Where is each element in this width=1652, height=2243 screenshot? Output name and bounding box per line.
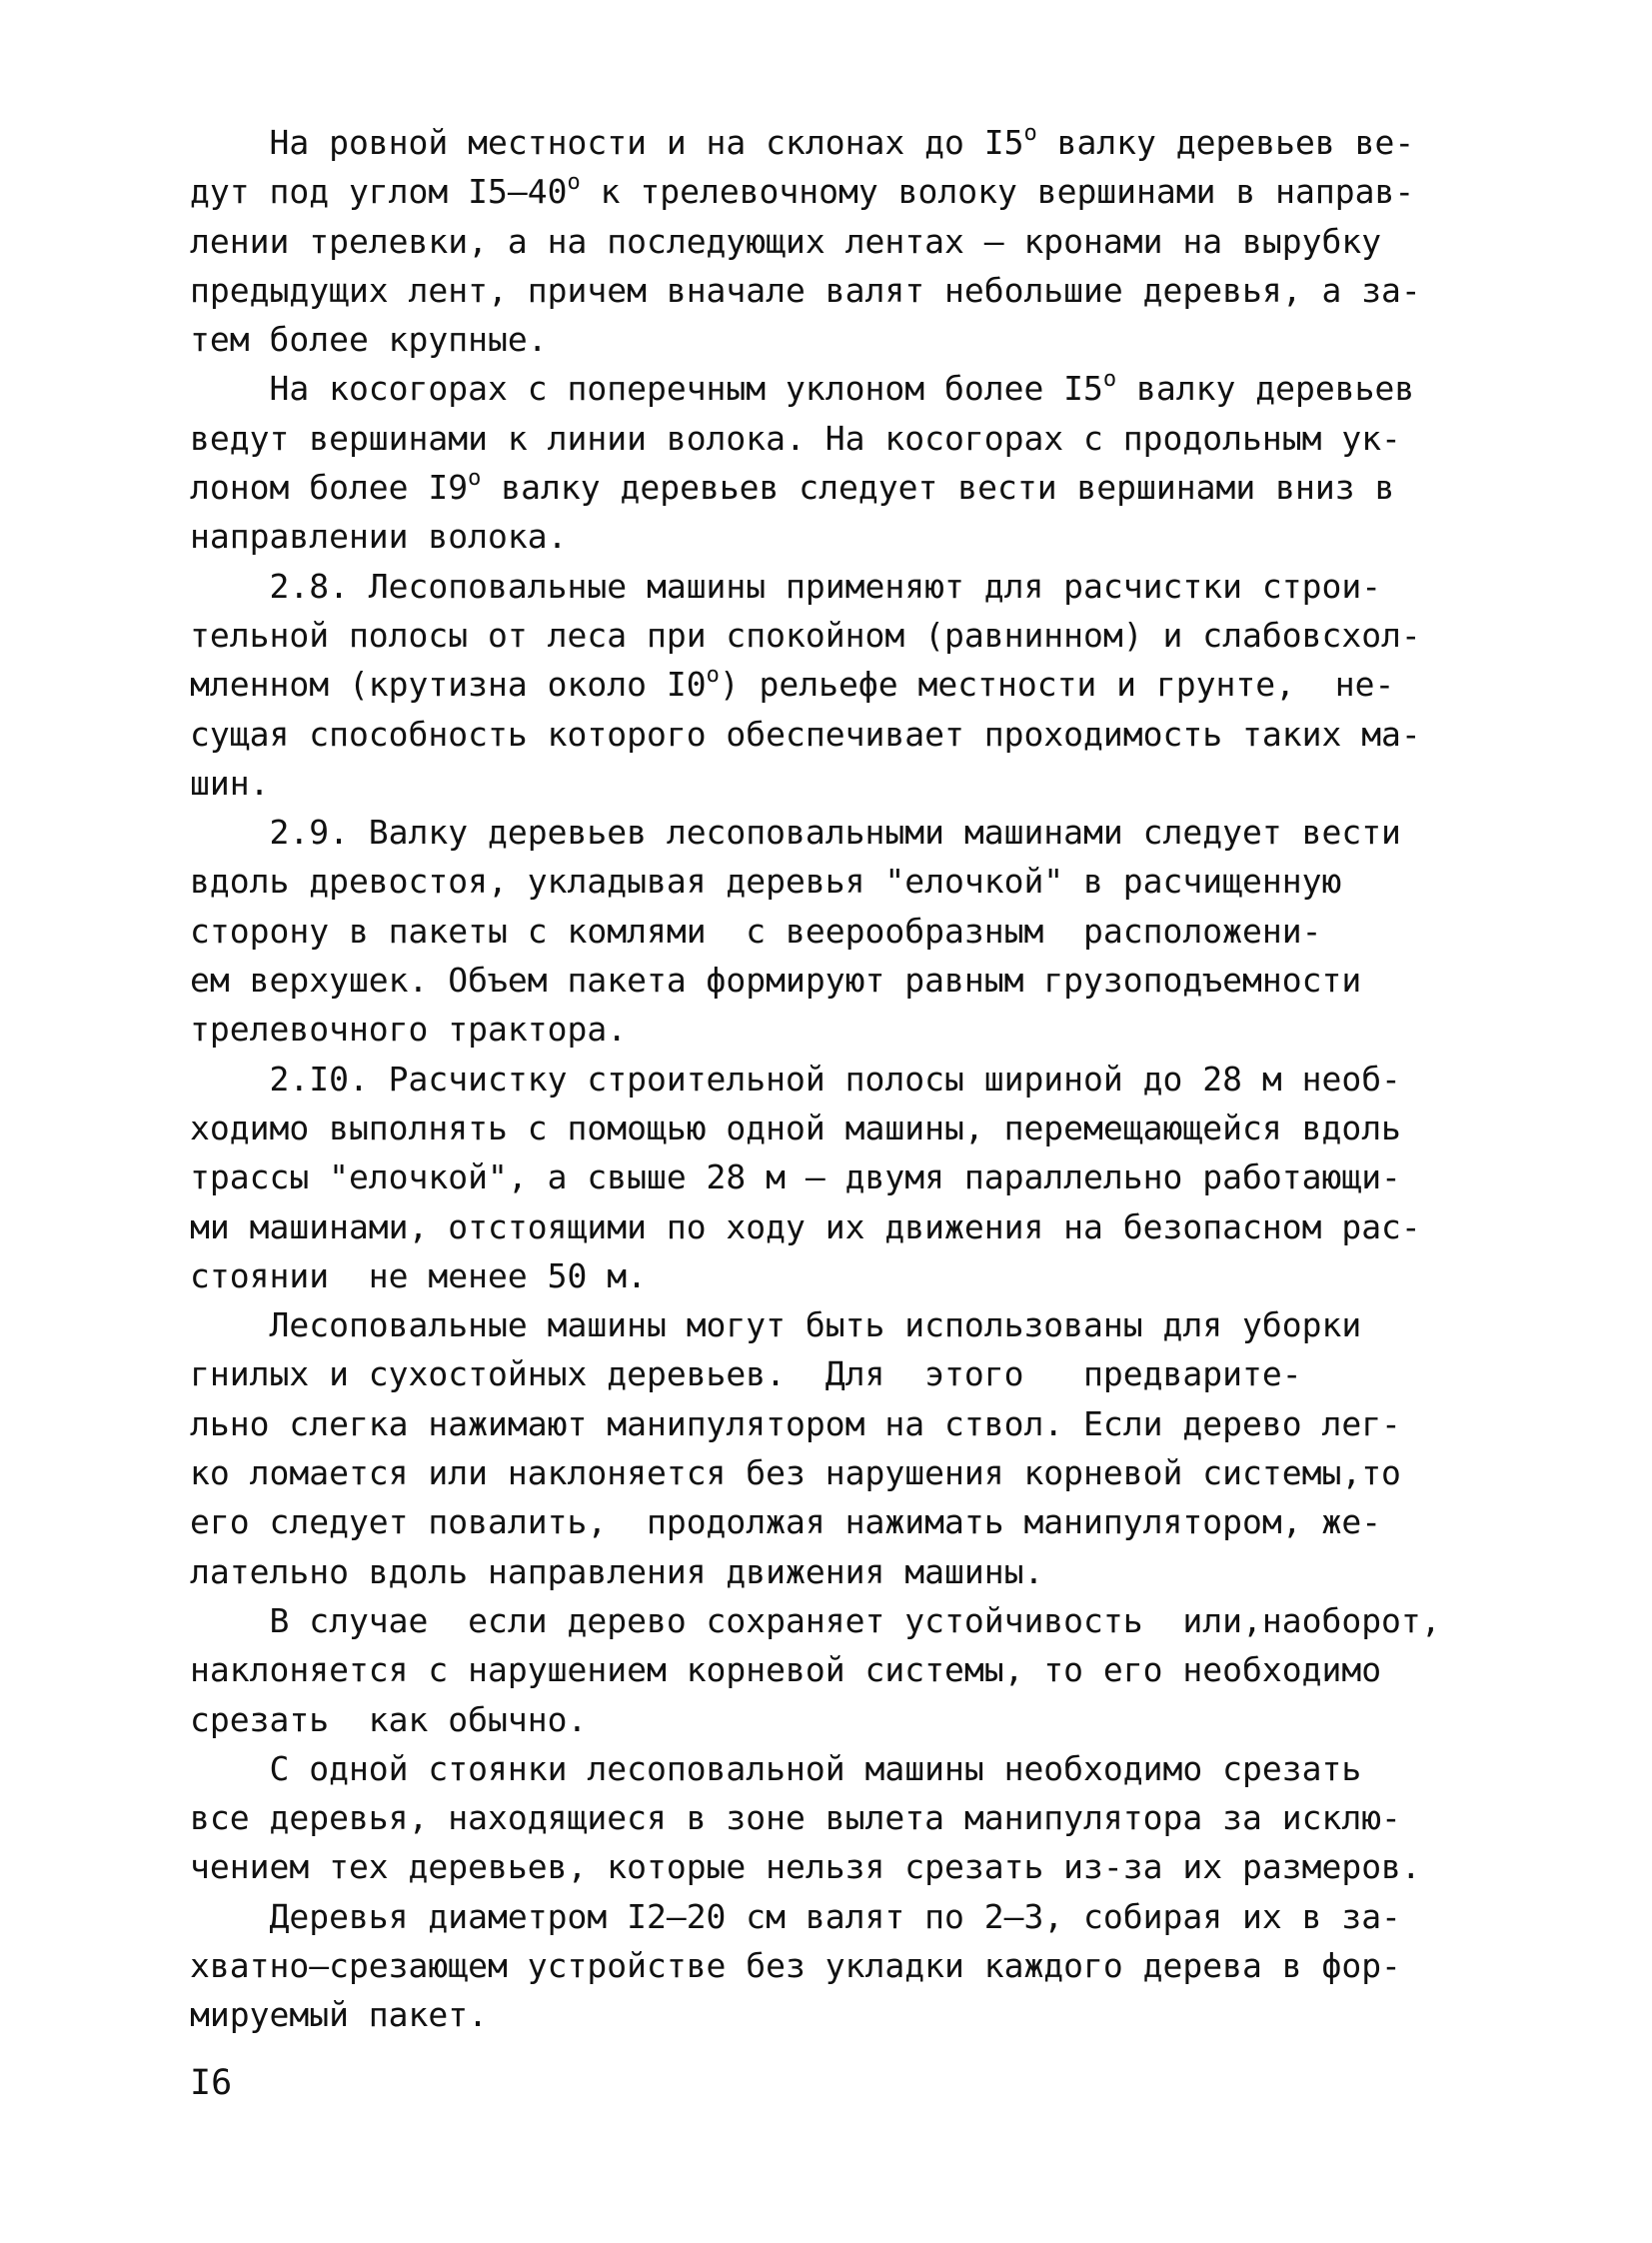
text-line — [190, 1152, 1459, 1201]
text-line — [190, 217, 1459, 266]
text-segment: ко ломается или наклоняется без нарушения корневой системы,то — [190, 1453, 1401, 1493]
text-segment: С одной стоянки лесоповальной машины необходимо срезать — [190, 1748, 1362, 1788]
text-line — [190, 1448, 1459, 1497]
text-line — [190, 808, 1459, 857]
text-segment: валку деревьев ве- — [1036, 123, 1415, 162]
text-line — [190, 1645, 1459, 1694]
text-line — [190, 660, 1459, 709]
text-line — [190, 315, 1459, 364]
text-segment: ) рельефе местности и грунте, не- — [719, 665, 1395, 705]
text-line — [190, 364, 1459, 413]
paragraph — [190, 562, 1459, 808]
text-line — [190, 1104, 1459, 1152]
text-segment: ходимо выполнять с помощью одной машины, перемещающейся вдоль — [190, 1108, 1401, 1147]
text-segment: валку деревьев следует вести вершинами вниз в — [481, 468, 1395, 508]
text-line — [190, 266, 1459, 315]
text-segment: трассы "елочкой", а свыше 28 м – двумя параллельно работающи- — [190, 1157, 1401, 1197]
text-segment: На косогорах с поперечным уклоном более I5 — [190, 369, 1103, 409]
text-line — [190, 1596, 1459, 1645]
text-line — [190, 759, 1459, 808]
text-line — [190, 1892, 1459, 1941]
text-segment: все деревья, находящиеся в зоне вылета манипулятора за исклю- — [190, 1798, 1401, 1838]
text-line — [190, 710, 1459, 759]
text-segment: вдоль древостоя, укладывая деревья "елочкой" в расчищенную — [190, 862, 1342, 902]
text-line — [190, 118, 1459, 167]
text-line — [190, 1793, 1459, 1842]
text-line — [190, 956, 1459, 1005]
text-segment: шин. — [190, 763, 270, 803]
text-line — [190, 1399, 1459, 1448]
text-segment: сторону в пакеты с комлями с веерообразным расположени- — [190, 911, 1322, 951]
text-segment: ми машинами, отстоящими по ходу их движения на безопасном рас- — [190, 1206, 1421, 1246]
text-segment: 2.9. Валку деревьев лесоповальными машинами следует вести — [190, 813, 1401, 853]
text-segment: Деревья диаметром I2–20 см валят по 2–3, собирая их в за- — [190, 1896, 1401, 1936]
degree-superscript: о — [706, 663, 720, 689]
text-line — [190, 1842, 1459, 1891]
paragraph — [190, 1596, 1459, 1744]
text-segment: к трелевочному волоку вершинами в направ- — [580, 172, 1415, 212]
text-line — [190, 1941, 1459, 1990]
text-line — [190, 414, 1459, 463]
text-line — [190, 512, 1459, 561]
document-body — [190, 118, 1459, 2040]
text-line — [190, 1695, 1459, 1744]
text-segment: стоянии не менее 50 м. — [190, 1255, 647, 1295]
text-segment: ведут вершинами к линии волока. На косогорах с продольным ук- — [190, 418, 1401, 458]
text-segment: направлении волока. — [190, 517, 568, 557]
text-segment: гнилых и сухостойных деревьев. Для этого предварите- — [190, 1354, 1302, 1394]
paragraph — [190, 1744, 1459, 1892]
text-line — [190, 463, 1459, 512]
paragraph — [190, 1300, 1459, 1596]
text-segment: 2.8. Лесоповальные машины применяют для расчистки строи- — [190, 566, 1382, 606]
degree-superscript: о — [1023, 121, 1037, 146]
text-line — [190, 1300, 1459, 1349]
paragraph — [190, 364, 1459, 561]
text-line — [190, 1055, 1459, 1104]
text-segment: его следует повалить, продолжая нажимать манипулятором, же- — [190, 1502, 1382, 1542]
page-number: I6 — [190, 2063, 233, 2103]
text-line — [190, 1202, 1459, 1251]
text-segment: трелевочного трактора. — [190, 1010, 628, 1050]
text-segment: мленном (крутизна около I0 — [190, 665, 707, 705]
text-line — [190, 1005, 1459, 1054]
text-line — [190, 611, 1459, 660]
text-segment: В случае если дерево сохраняет устойчивость или,наоборот, — [190, 1600, 1441, 1640]
text-segment: мируемый пакет. — [190, 1995, 489, 2035]
text-line — [190, 1349, 1459, 1398]
text-segment: На ровной местности и на склонах до I5 — [190, 123, 1024, 162]
text-segment: наклоняется с нарушением корневой системы, то его необходимо — [190, 1650, 1382, 1690]
text-segment: валку деревьев — [1116, 369, 1415, 409]
text-segment: срезать как обычно. — [190, 1699, 588, 1739]
text-line — [190, 857, 1459, 906]
text-segment: сущая способность которого обеспечивает проходимость таких ма- — [190, 714, 1421, 754]
degree-superscript: о — [1102, 367, 1117, 393]
paragraph — [190, 1892, 1459, 2040]
text-line — [190, 1990, 1459, 2039]
text-line — [190, 1497, 1459, 1546]
paragraph — [190, 1055, 1459, 1300]
text-segment: ем верхушек. Объем пакета формируют равным грузоподъемности — [190, 961, 1362, 1001]
text-segment: Лесоповальные машины могут быть использованы для уборки — [190, 1305, 1362, 1345]
paragraph — [190, 808, 1459, 1054]
text-segment: тельной полосы от леса при спокойном (равнинном) и слабовсхол- — [190, 615, 1421, 655]
text-line — [190, 1547, 1459, 1596]
degree-superscript: о — [468, 466, 482, 492]
text-line — [190, 167, 1459, 216]
text-segment: льно слегка нажимают манипулятором на ствол. Если дерево лег- — [190, 1403, 1401, 1443]
text-line — [190, 1251, 1459, 1300]
text-segment: дут под углом I5–40 — [190, 172, 568, 212]
text-segment: тем более крупные. — [190, 320, 548, 360]
text-segment: предыдущих лент, причем вначале валят небольшие деревья, а за- — [190, 270, 1421, 310]
text-segment: чением тех деревьев, которые нельзя срезать из-за их размеров. — [190, 1847, 1421, 1887]
paragraph — [190, 118, 1459, 364]
degree-superscript: о — [567, 170, 581, 196]
text-line — [190, 1744, 1459, 1793]
text-segment: 2.I0. Расчистку строительной полосы шириной до 28 м необ- — [190, 1059, 1401, 1099]
text-line — [190, 907, 1459, 956]
text-line — [190, 562, 1459, 611]
text-segment: лательно вдоль направления движения машины. — [190, 1551, 1044, 1591]
text-segment: хватно–срезающем устройстве без укладки каждого дерева в фор- — [190, 1945, 1401, 1985]
text-segment: лении трелевки, а на последующих лентах – кронами на вырубку — [190, 221, 1382, 261]
text-segment: лоном более I9 — [190, 468, 469, 508]
